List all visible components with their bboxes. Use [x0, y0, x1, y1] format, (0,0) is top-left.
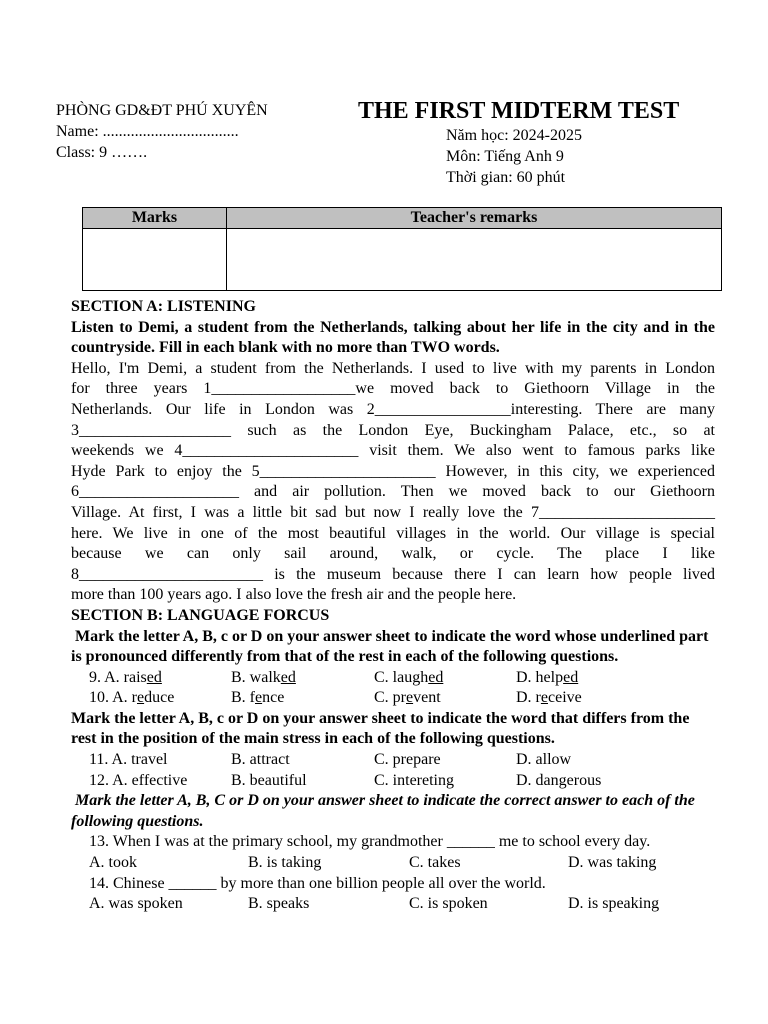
- passage-line: Netherlands. Our life in London was 2_________________interesting. There are many: [71, 400, 715, 418]
- q10-option-a: 10. A. reduce: [89, 689, 175, 707]
- passage-line: 3___________________ such as the London Eye, Buckingham Palace, etc., so at: [71, 421, 715, 439]
- q11-option-a: 11. A. travel: [89, 751, 168, 769]
- q9-option-b: B. walked: [231, 668, 296, 686]
- passage-line: because we can only sail around, walk, or cycle. The place I like: [71, 545, 715, 563]
- name-line: Name: ..................................: [56, 123, 239, 140]
- grammar-instruction: Mark the letter A, B, C or D on your answer sheet to indicate the correct answer to each of the following questions.: [71, 792, 699, 830]
- q14-option-d: D. is speaking: [568, 895, 660, 913]
- passage-line: Village. At first, I was a little bit sad but now I really love the 7______________________: [71, 503, 715, 521]
- marks-table: [82, 207, 722, 291]
- question-13-stem: 13. When I was at the primary school, my grandmother ______ me to school every day.: [89, 833, 651, 851]
- question-13-options: [71, 853, 715, 874]
- q13-option-a: A. took: [89, 854, 137, 872]
- passage-line: more than 100 years ago. I also love the fresh air and the people here.: [71, 586, 517, 604]
- time-allowed: Thời gian: 60 phút: [446, 169, 566, 186]
- q10-option-b: B. fence: [231, 689, 285, 707]
- q9-option-d: D. helped: [516, 668, 579, 686]
- question-11: [71, 750, 715, 771]
- q9-option-a: 9. A. raised: [89, 668, 162, 686]
- pronunciation-instruction: Mark the letter A, B, c or D on your answer sheet to indicate the word whose underlined part is pronounced differently from that of the rest in each of the following questions.: [71, 627, 713, 666]
- marks-header: Marks: [83, 208, 227, 229]
- q10-option-c: C. prevent: [374, 689, 441, 707]
- marks-cell: [83, 229, 227, 291]
- passage-line: 8_______________________ is the museum because there I can learn how people lived: [71, 565, 715, 583]
- q9-option-c: C. laughed: [374, 668, 444, 686]
- passage-line: 6____________________ and air pollution. Then we moved back to our Giethoorn: [71, 483, 715, 501]
- q14-option-c: C. is spoken: [409, 895, 488, 913]
- question-14-options: [71, 894, 715, 915]
- school-name: PHÒNG GD&ĐT PHÚ XUYÊN: [56, 102, 268, 119]
- q11-option-d: D. allow: [516, 751, 572, 769]
- question-9: [71, 668, 715, 689]
- question-10: [71, 688, 715, 709]
- q11-option-c: C. prepare: [374, 751, 441, 769]
- school-year: Năm học: 2024-2025: [446, 127, 582, 144]
- q12-option-d: D. dangerous: [516, 771, 602, 789]
- q14-option-b: B. speaks: [248, 895, 310, 913]
- q13-option-d: D. was taking: [568, 854, 657, 872]
- section-b-heading: SECTION B: LANGUAGE FORCUS: [71, 606, 330, 624]
- remarks-cell: [227, 229, 722, 291]
- test-content: [71, 297, 715, 915]
- q12-option-a: 12. A. effective: [89, 771, 188, 789]
- passage-line: Hyde Park to enjoy the 5______________________ However, in this city, we experienced: [71, 462, 715, 480]
- stress-instruction: Mark the letter A, B, c or D on your answer sheet to indicate the word that differs from the rest in the position of the main stress in each of the following questions.: [71, 709, 690, 748]
- q14-option-a: A. was spoken: [89, 895, 183, 913]
- passage-line: for three years 1__________________we moved back to Giethoorn Village in the: [71, 380, 715, 398]
- page-title: THE FIRST MIDTERM TEST: [358, 98, 680, 124]
- class-line: Class: 9 …….: [56, 144, 148, 161]
- listening-passage: [71, 359, 715, 606]
- section-a-instruction: Listen to Demi, a student from the Netherlands, talking about her life in the city and in the countryside. Fill in each blank with no more than TWO words.: [71, 318, 715, 357]
- question-12: [71, 771, 715, 792]
- remarks-header: Teacher's remarks: [227, 208, 722, 229]
- question-14-stem: 14. Chinese ______ by more than one billion people all over the world.: [89, 874, 546, 892]
- subject: Môn: Tiếng Anh 9: [446, 148, 564, 165]
- q13-option-c: C. takes: [409, 854, 461, 872]
- q10-option-d: D. receive: [516, 689, 582, 707]
- passage-line: Hello, I'm Demi, a student from the Netherlands. I used to live with my parents in London: [71, 359, 715, 377]
- q12-option-c: C. intereting: [374, 771, 454, 789]
- q11-option-b: B. attract: [231, 751, 290, 769]
- passage-line: here. We live in one of the most beautiful villages in the world. Our village is special: [71, 524, 715, 542]
- passage-line: weekends we 4______________________ visit them. We also went to famous parks like: [71, 442, 715, 460]
- q13-option-b: B. is taking: [248, 854, 322, 872]
- section-a-heading: SECTION A: LISTENING: [71, 298, 256, 315]
- q12-option-b: B. beautiful: [231, 771, 307, 789]
